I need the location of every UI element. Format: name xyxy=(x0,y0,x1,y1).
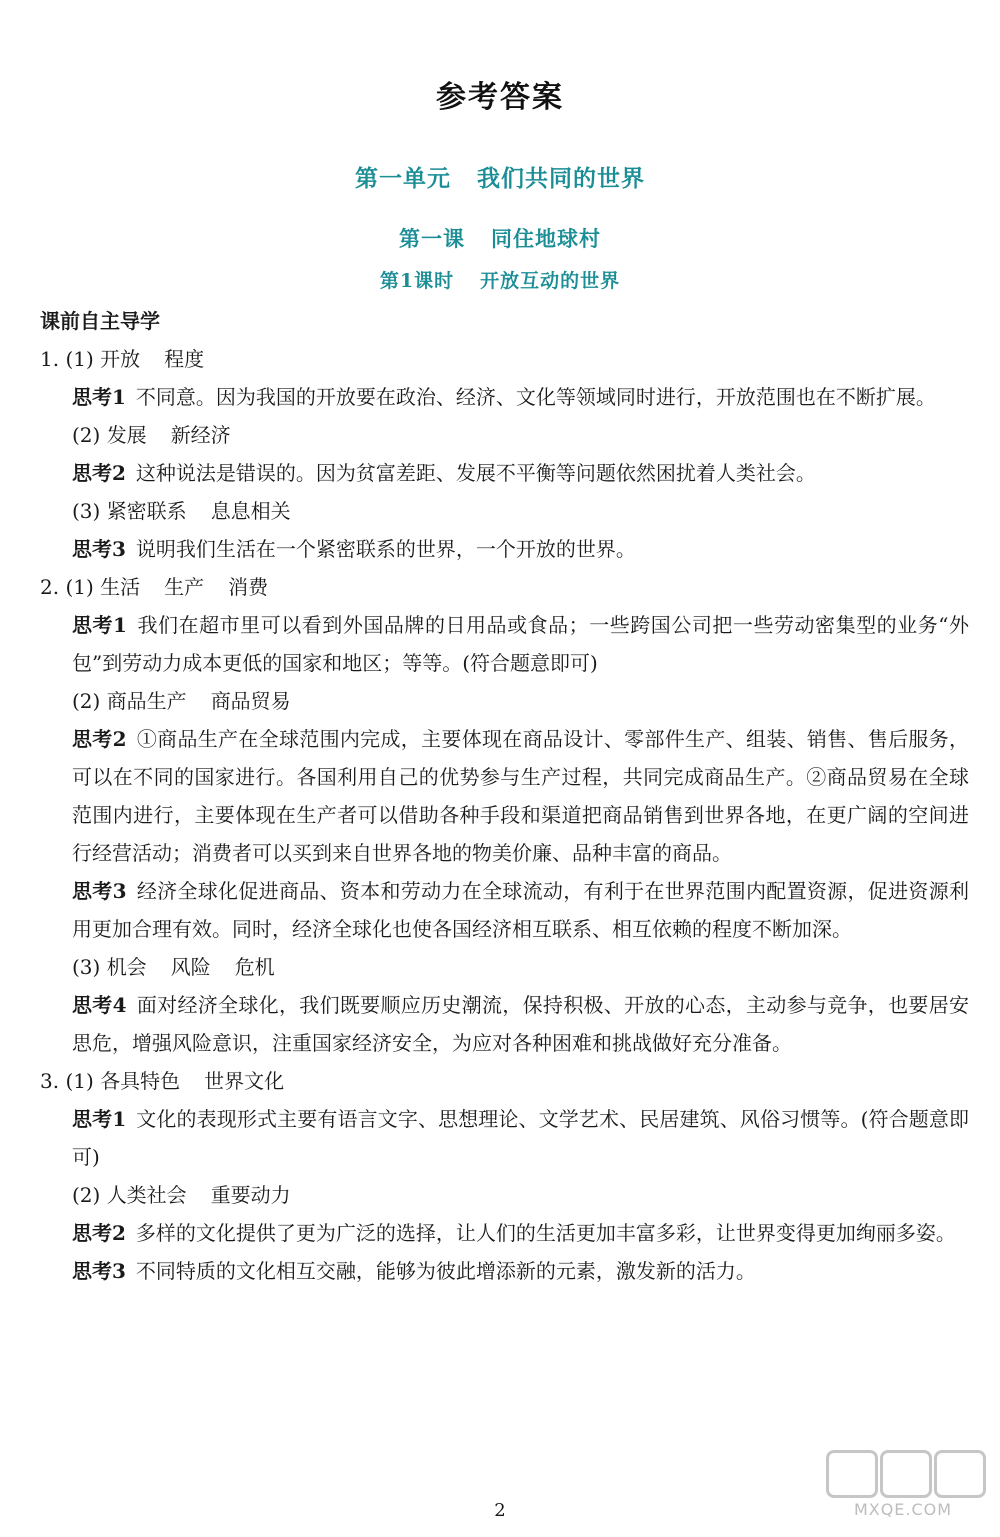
q1-a3b: 息息相关 xyxy=(210,499,291,523)
q1-a1b: 程度 xyxy=(164,347,205,371)
think-text: 说明我们生活在一个紧密联系的世界，一个开放的世界。 xyxy=(135,537,636,561)
page-title: 参考答案 xyxy=(436,80,564,115)
q1-answer-2 xyxy=(72,416,985,454)
think-label: 思考2 xyxy=(72,727,127,751)
q1-number: 1. xyxy=(40,347,60,371)
think-text: 不同特质的文化相互交融，能够为彼此增添新的元素，激发新的活力。 xyxy=(135,1259,756,1283)
q2-a2: (2) 商品生产 xyxy=(72,689,187,713)
q2-number: 2. xyxy=(40,575,60,599)
think-label: 思考2 xyxy=(72,461,126,485)
q1-think-2 xyxy=(72,454,969,492)
q3-answer-1 xyxy=(40,1062,985,1100)
q2-answer-3 xyxy=(72,948,985,986)
think-text: 多样的文化提供了更为广泛的选择，让人们的生活更加丰富多彩，让世界变得更加绚丽多姿。 xyxy=(135,1221,956,1245)
q1-answer-1 xyxy=(40,340,985,378)
think-label: 思考3 xyxy=(72,879,127,903)
unit-name: 我们共同的世界 xyxy=(477,165,645,192)
q3-think-2 xyxy=(72,1214,969,1252)
think-label: 思考1 xyxy=(72,385,126,409)
q2-a1b: 生产 xyxy=(164,575,205,599)
unit-heading xyxy=(0,160,1000,193)
q2-think-4 xyxy=(72,986,969,1062)
period-prefix: 第1课时 xyxy=(379,270,455,292)
q2-a1c: 消费 xyxy=(228,575,269,599)
q3-a1b: 世界文化 xyxy=(204,1069,285,1093)
watermark-text: MXQE.COM xyxy=(853,1500,953,1519)
q2-a2b: 商品贸易 xyxy=(210,689,291,713)
q3-think-3 xyxy=(72,1252,969,1290)
lesson-heading xyxy=(0,223,1000,253)
period-name: 开放互动的世界 xyxy=(480,270,621,292)
think-text: 面对经济全球化，我们既要顺应历史潮流，保持积极、开放的心态，主动参与竞争，也要居安思危，增强风险意识，注重国家经济安全，为应对各种困难和挑战做好充分准备。 xyxy=(72,993,970,1055)
q2-a3b: 风险 xyxy=(170,955,211,979)
watermark-logo xyxy=(818,1450,988,1530)
q2-think-3 xyxy=(72,872,969,948)
answer-content xyxy=(40,302,985,1290)
q1-a1: (1) 开放 xyxy=(65,347,141,371)
watermark-mark-icon xyxy=(826,1450,878,1498)
think-text: 经济全球化促进商品、资本和劳动力在全球流动，有利于在世界范围内配置资源，促进资源利用更加合理有效。同时，经济全球化也使各国经济相互联系、相互依赖的程度不断加深。 xyxy=(72,879,970,941)
watermark-mark-icon xyxy=(934,1450,986,1498)
q3-a2b: 重要动力 xyxy=(210,1183,291,1207)
q1-a2b: 新经济 xyxy=(170,423,231,447)
think-label: 思考3 xyxy=(72,537,126,561)
think-text: ①商品生产在全球范围内完成，主要体现在商品设计、零部件生产、组装、销售、售后服务，可以在不同的国家进行。各国利用自己的优势参与生产过程，共同完成商品生产。②商品贸易在全球范围内进行，主要体现在生产者可以借助各种手段和渠道把商品销售到世界各地，在更广阔的空间进行经营活动；消费者可以买到来自世界各地的物美价廉、品种丰富的商品。 xyxy=(72,727,970,865)
think-label: 思考2 xyxy=(72,1221,126,1245)
think-label: 思考3 xyxy=(72,1259,126,1283)
think-text: 这种说法是错误的。因为贫富差距、发展不平衡等问题依然困扰着人类社会。 xyxy=(135,461,816,485)
section-title: 课前自主导学 xyxy=(40,309,160,333)
lesson-name: 同住地球村 xyxy=(491,226,601,251)
period-heading xyxy=(0,266,1000,293)
q2-think-1 xyxy=(72,606,969,682)
q3-think-1 xyxy=(72,1100,969,1176)
unit-prefix: 第一单元 xyxy=(355,165,451,192)
watermark-mark-icon xyxy=(880,1450,932,1498)
q2-answer-1 xyxy=(40,568,985,606)
q1-answer-3 xyxy=(72,492,985,530)
q3-answer-2 xyxy=(72,1176,985,1214)
q1-a2: (2) 发展 xyxy=(72,423,147,447)
q2-think-2 xyxy=(72,720,969,872)
q3-a1: (1) 各具特色 xyxy=(65,1069,181,1093)
think-text: 我们在超市里可以看到外国品牌的日用品或食品；一些跨国公司把一些劳动密集型的业务“外包”到劳动力成本更低的国家和地区；等等。(符合题意即可) xyxy=(72,613,969,675)
think-text: 不同意。因为我国的开放要在政治、经济、文化等领域同时进行，开放范围也在不断扩展。 xyxy=(135,385,936,409)
q1-a3: (3) 紧密联系 xyxy=(72,499,187,523)
q3-a2: (2) 人类社会 xyxy=(72,1183,187,1207)
q2-answer-2 xyxy=(72,682,985,720)
think-label: 思考4 xyxy=(72,993,127,1017)
think-text: 文化的表现形式主要有语言文字、思想理论、文学艺术、民居建筑、风俗习惯等。(符合题意即可) xyxy=(72,1107,969,1169)
q1-think-3 xyxy=(72,530,969,568)
page-number: 2 xyxy=(494,1500,506,1521)
q2-a1: (1) 生活 xyxy=(65,575,141,599)
q2-a3: (3) 机会 xyxy=(72,955,147,979)
lesson-prefix: 第一课 xyxy=(399,226,465,251)
q1-think-1 xyxy=(72,378,969,416)
q2-a3c: 危机 xyxy=(234,955,275,979)
think-label: 思考1 xyxy=(72,613,127,637)
q3-number: 3. xyxy=(40,1069,60,1093)
think-label: 思考1 xyxy=(72,1107,127,1131)
